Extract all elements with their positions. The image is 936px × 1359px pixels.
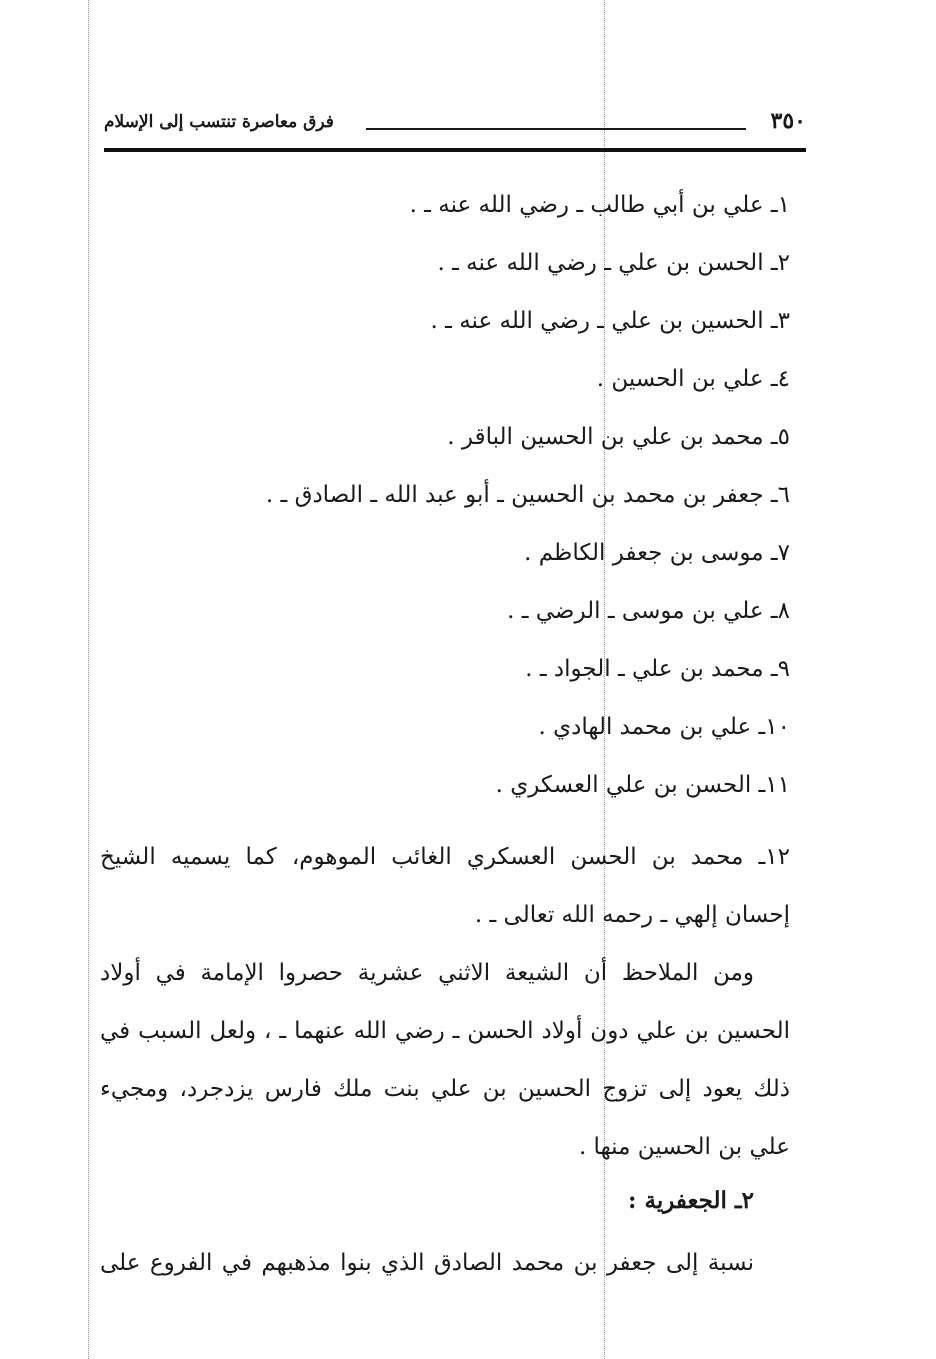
list-item: ٩ـ محمد بن علي ـ الجواد ـ .: [525, 656, 790, 682]
list-item: ١ـ علي بن أبي طالب ـ رضي الله عنه ـ .: [409, 192, 790, 218]
running-header: [104, 108, 806, 152]
page-number: ٣٥٠: [770, 108, 806, 134]
header-rule: [366, 128, 746, 130]
list-item-twelfth: ١٢ـ محمد بن الحسن العسكري الغائب الموهوم، كما يسميه الشيخ إحسان إلهي ـ رحمه الله تعالى ـ .: [100, 844, 790, 928]
header-divider: [104, 148, 806, 152]
book-title: فرق معاصرة تنتسب إلى الإسلام: [104, 112, 334, 132]
body-paragraph-continued: نسبة إلى جعفر بن محمد الصادق الذي بنوا مذهبهم في الفروع على: [100, 1250, 754, 1276]
list-item: ٥ـ محمد بن علي بن الحسين الباقر .: [447, 424, 790, 450]
list-item: ٣ـ الحسين بن علي ـ رضي الله عنه ـ .: [430, 308, 790, 334]
list-item: ١١ـ الحسن بن علي العسكري .: [495, 772, 790, 798]
list-item: ٦ـ جعفر بن محمد بن الحسين ـ أبو عبد الله ـ الصادق ـ .: [265, 482, 790, 508]
list-item: ٧ـ موسى بن جعفر الكاظم .: [524, 540, 790, 566]
list-item: ٢ـ الحسن بن علي ـ رضي الله عنه ـ .: [437, 250, 790, 276]
page-body: [100, 180, 790, 1292]
body-paragraph: ومن الملاحظ أن الشيعة الاثني عشرية حصروا الإمامة في أولاد الحسين بن علي دون أولاد الحسن ـ رضي الله عنهما ـ ، ولعل السبب في ذلك يعود إلى تزوج الحسين بن علي بنت ملك فارس يزدجرد، ومجيء علي بن الحسين منها .: [100, 960, 790, 1160]
imams-list: [100, 180, 790, 944]
list-item: ٨ـ علي بن موسى ـ الرضي ـ .: [507, 598, 790, 624]
list-item: ١٠ـ علي بن محمد الهادي .: [538, 714, 790, 740]
list-item: ٤ـ علي بن الحسين .: [596, 366, 790, 392]
section-heading: ٢ـ الجعفرية :: [627, 1187, 754, 1214]
scan-artifact-line: [88, 0, 89, 1359]
